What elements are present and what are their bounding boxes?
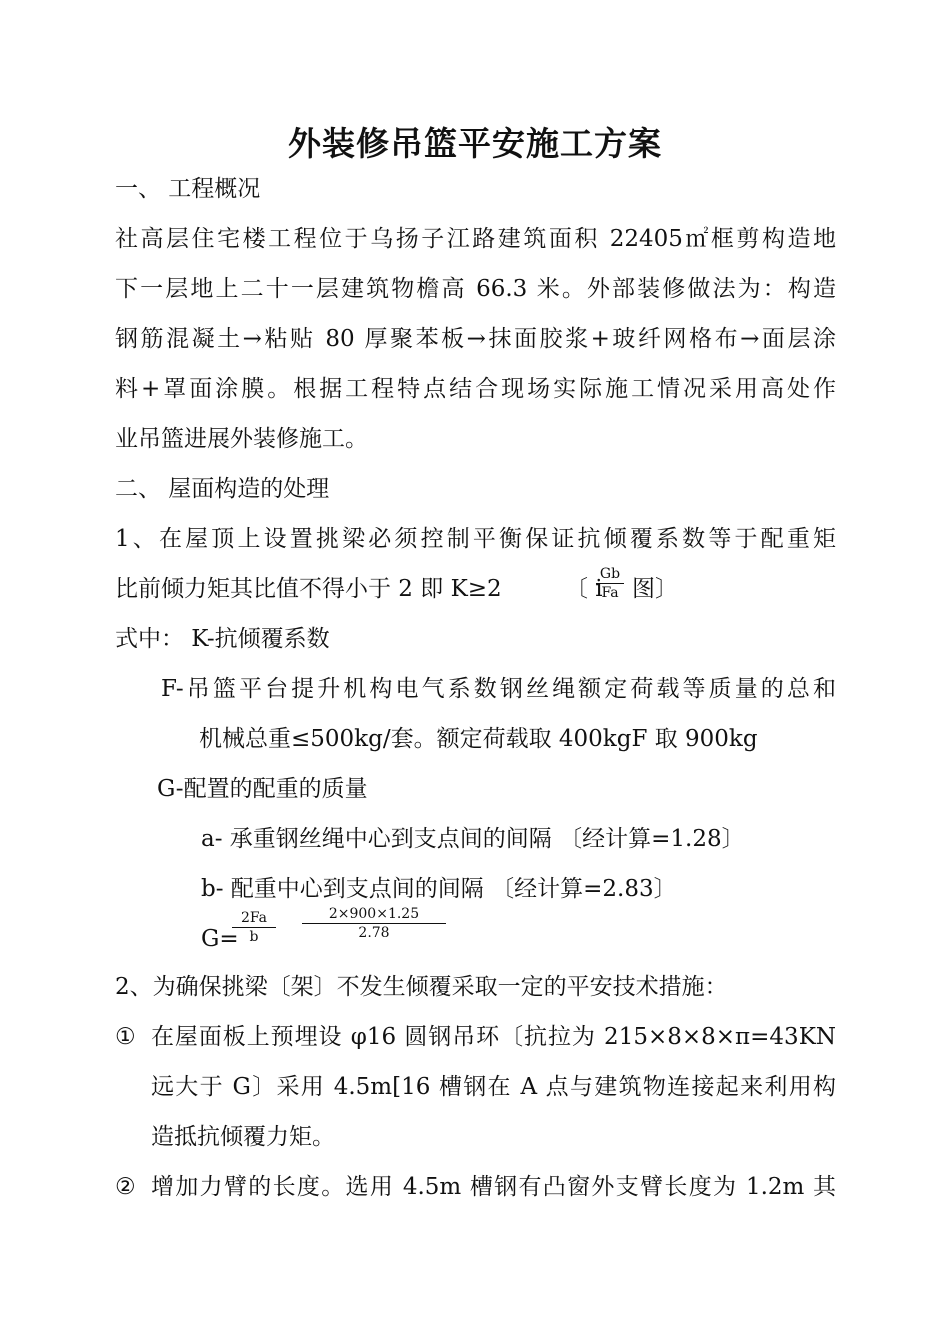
fraction-bar: [232, 927, 276, 928]
measure1-line: 远大于 G〕采用 4.5m[16 槽钢在 A 点与建筑物连接起来利用构: [151, 1074, 836, 1100]
item1-bracket-open: 〔 i: [565, 576, 603, 602]
b-definition: b- 配重中心到支点间的间隔 〔经计算=2.83〕: [201, 876, 677, 902]
item1-line: 1、在屋顶上设置挑梁必须控制平衡保证抗倾覆系数等于配重矩: [115, 526, 836, 552]
fraction-bar: [596, 583, 624, 584]
overview-line: 料+罩面涂膜。根据工程特点结合现场实际施工情况采用高处作: [115, 376, 836, 402]
overview-line: 钢筋混凝土→粘贴 80 厚聚苯板→抹面胶浆+玻纤网格布→面层涂: [115, 326, 836, 352]
overview-line: 业吊篮进展外装修施工。: [115, 426, 368, 452]
section-heading-overview: 一、 工程概况: [115, 176, 261, 202]
formula-intro: 式中： K-抗倾覆系数: [115, 626, 330, 652]
f-definition-line: 机械总重≤500kg/套。额定荷载取 400kgF 取 900kg: [199, 726, 758, 752]
measure1-line: 造抵抗倾覆力矩。: [151, 1124, 335, 1150]
document-title: 外装修吊篮平安施工方案: [288, 124, 662, 163]
g-formula-fraction: [232, 910, 276, 945]
g-formula-prefix: G=: [201, 926, 239, 952]
g-fraction-values-denominator: 2.78: [358, 925, 390, 941]
item1-bracket-close: 图〕: [632, 576, 678, 602]
section-heading-roof: 二、 屋面构造的处理: [115, 476, 330, 502]
measure2-marker: ②: [115, 1174, 136, 1200]
item1-line: 比前倾力矩其比值不得小于 2 即 K≥2: [115, 576, 502, 602]
a-definition: a- 承重钢丝绳中心到支点间的间隔 〔经计算=1.28〕: [201, 826, 745, 852]
item1-fraction: [596, 566, 624, 601]
g-fraction-denominator: b: [249, 929, 259, 945]
item1-fraction-numerator: Gb: [599, 566, 621, 582]
item2-heading: 2、为确保挑梁〔架〕不发生倾覆采取一定的平安技术措施：: [115, 974, 728, 1000]
overview-line: 下一层地上二十一层建筑物檐高 66.3 米。外部装修做法为：构造: [115, 276, 836, 302]
g-fraction-numerator: 2Fa: [240, 910, 268, 926]
g-fraction-values-numerator: 2×900×1.25: [328, 906, 420, 922]
measure1-line: 在屋面板上预埋设 φ16 圆钢吊环〔抗拉为 215×8×8×π=43KN: [151, 1024, 836, 1050]
overview-line: 社高层住宅楼工程位于乌扬子江路建筑面积 22405㎡框剪构造地: [115, 226, 836, 252]
g-formula-fraction-values: [302, 906, 446, 941]
f-definition-line: F-吊篮平台提升机构电气系数钢丝绳额定荷载等质量的总和: [161, 676, 836, 702]
g-definition: G-配置的配重的质量: [157, 776, 368, 802]
item1-fraction-denominator: Fa: [601, 585, 619, 601]
measure2-line: 增加力臂的长度。选用 4.5m 槽钢有凸窗外支臂长度为 1.2m 其: [151, 1174, 836, 1200]
measure1-marker: ①: [115, 1024, 136, 1050]
fraction-bar: [302, 923, 446, 924]
